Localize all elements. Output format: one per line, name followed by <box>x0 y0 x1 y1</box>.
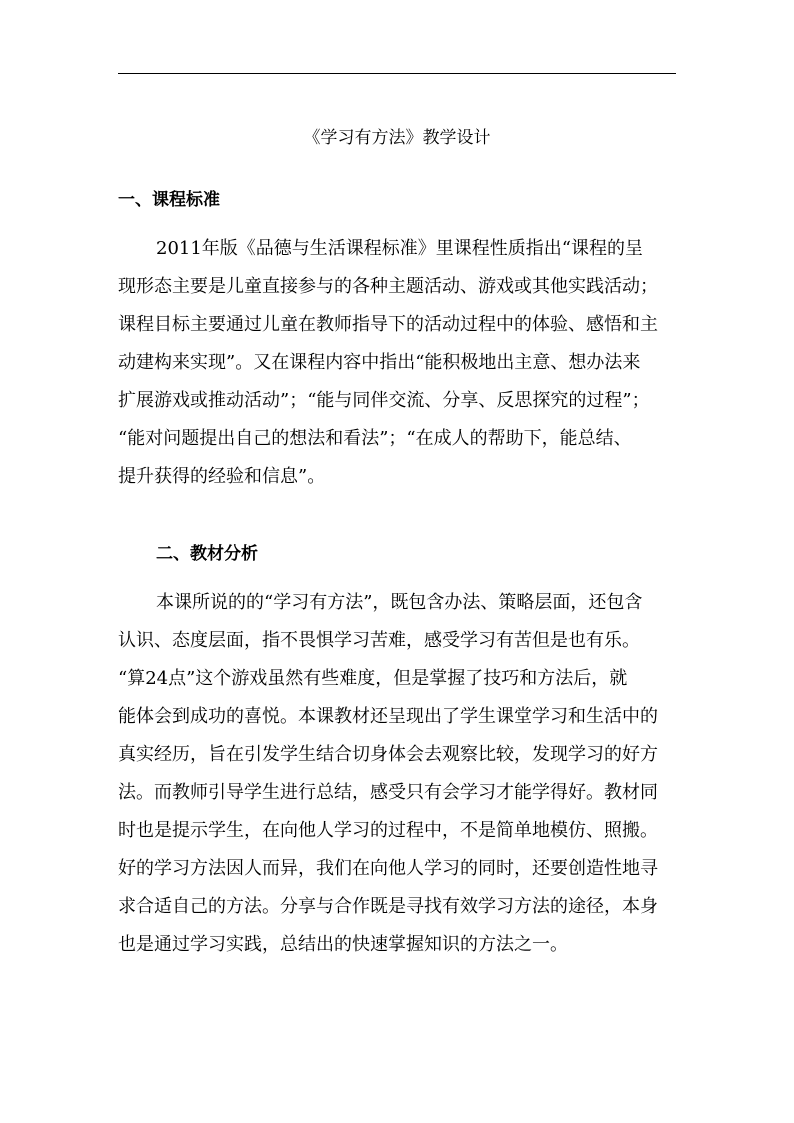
paragraph-line: 提升获得的经验和信息”。 <box>118 466 326 487</box>
paragraph-line: 2011年版《品德与生活课程标准》里课程性质指出“课程的呈 <box>156 238 644 259</box>
paragraph-line: 也是通过学习实践，总结出的快速掌握知识的方法之一。 <box>118 934 568 955</box>
paragraph-line: 课程目标主要通过儿童在教师指导下的活动过程中的体验、感悟和主 <box>118 314 658 335</box>
paragraph-line: “算24点”这个游戏虽然有些难度，但是掌握了技巧和方法后，就 <box>118 668 628 689</box>
paragraph-line: 求合适自己的方法。分享与合作既是寻找有效学习方法的途径，本身 <box>118 896 658 917</box>
paragraph-textbook-analysis <box>118 584 690 964</box>
paragraph-line: 时也是提示学生，在向他人学习的过程中，不是简单地模仿、照搬。 <box>118 820 658 841</box>
paragraph-line: 认识、态度层面，指不畏惧学习苦难，感受学习有苦但是也有乐。 <box>118 630 640 651</box>
paragraph-line: 本课所说的的“学习有方法”，既包含办法、策略层面，还包含 <box>156 592 643 613</box>
paragraph-line: 能体会到成功的喜悦。本课教材还呈现出了学生课堂学习和生活中的 <box>118 706 658 727</box>
paragraph-line: 现形态主要是儿童直接参与的各种主题活动、游戏或其他实践活动； <box>118 276 658 297</box>
section-heading-textbook-analysis: 二、教材分析 <box>156 544 258 564</box>
paragraph-curriculum-standard <box>118 230 690 496</box>
paragraph-line: 扩展游戏或推动活动”；“能与同伴交流、分享、反思探究的过程”； <box>118 390 650 411</box>
section-heading-curriculum-standard: 一、课程标准 <box>118 190 220 210</box>
paragraph-line: 好的学习方法因人而异，我们在向他人学习的同时，还要创造性地寻 <box>118 858 658 879</box>
paragraph-line: 真实经历，旨在引发学生结合切身体会去观察比较，发现学习的好方 <box>118 744 658 765</box>
paragraph-line: 动建构来实现”。又在课程内容中指出“能积极地出主意、想办法来 <box>118 352 641 373</box>
document-title: 《学习有方法》教学设计 <box>303 128 491 148</box>
paragraph-line: “能对问题提出自己的想法和看法”；“在成人的帮助下，能总结、 <box>118 428 632 449</box>
paragraph-line: 法。而教师引导学生进行总结，感受只有会学习才能学得好。教材同 <box>118 782 658 803</box>
header-rule <box>118 73 676 74</box>
